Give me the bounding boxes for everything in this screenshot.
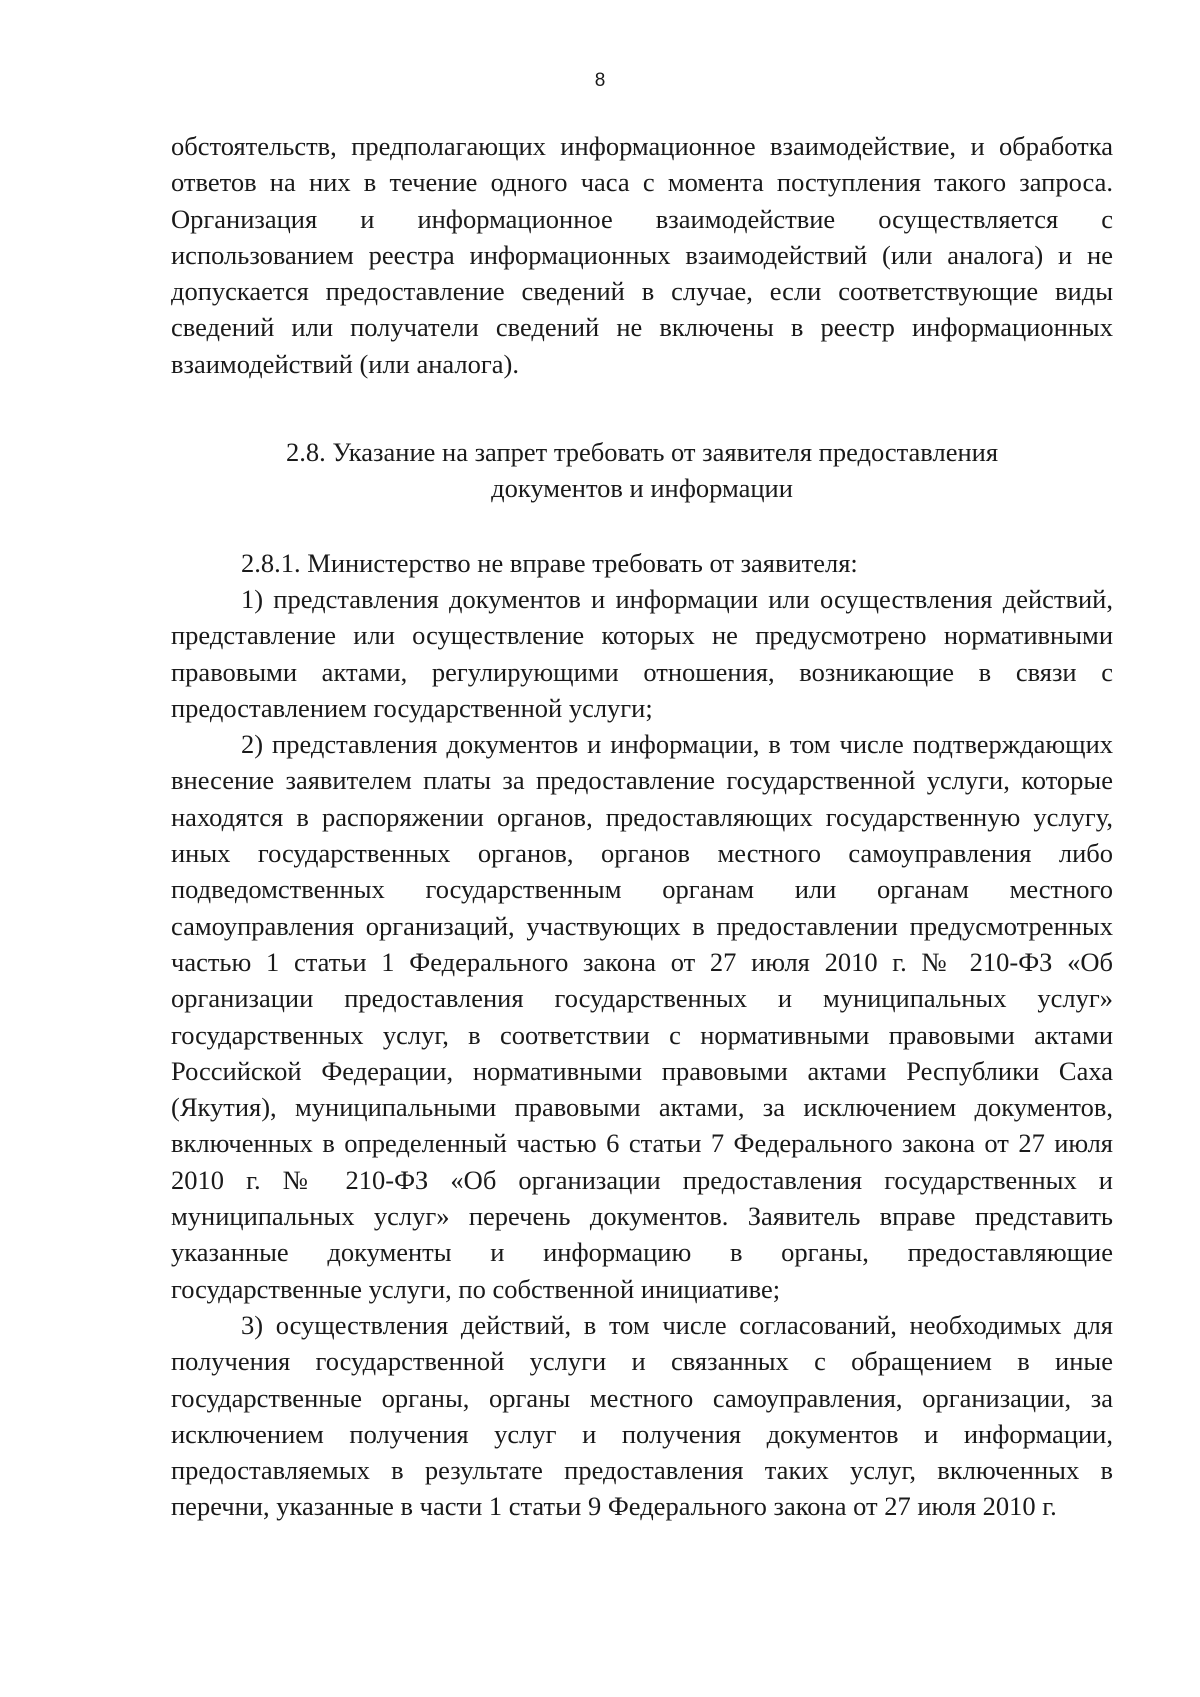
section-heading-line-1: 2.8. Указание на запрет требовать от заявителя предоставления — [285, 437, 999, 468]
list-item-3: 3) осуществления действий, в том числе согласований, необходимых для получения государственной услуги и связанных с обращением в иные государственные органы, органы местного самоуправления, организации, за исключением получения услуг и получения документов и информации, предоставляемых в результате предоставления таких услуг, включенных в перечни, указанные в части 1 статьи 9 Федерального закона от 27 июля 2010 г. — [171, 1309, 1113, 1522]
document-body — [171, 128, 1113, 1525]
page-number: 8 — [594, 70, 606, 91]
intro-paragraph: обстоятельств, предполагающих информационное взаимодействие, и обработка ответов на них в течение одного часа с момента поступления такого запроса. Организация и информационное взаимодействие осуществляется с использованием реестра информационных взаимодействий (или аналога) и не допускается предоставление сведений в случае, если соответствующие виды сведений или получатели сведений не включены в реестр информационных взаимодействий (или аналога). — [171, 131, 1113, 379]
list-item-2: 2) представления документов и информации, в том числе подтверждающих внесение заявителем платы за предоставление государственной услуги, которые находятся в распоряжении органов, предоставляющих государственную услугу, иных государственных органов, органов местного самоуправления либо подведомственных государственным органам или органам местного самоуправления организаций, участвующих в предоставлении предусмотренных частью 1 статьи 1 Федерального закона от 27 июля 2010 г. № 210-ФЗ «Об организации предоставления государственных и муниципальных услуг» государственных услуг, в соответствии с нормативными правовыми актами Российской Федерации, нормативными правовыми актами Республики Саха (Якутия), муниципальными правовыми актами, за исключением документов, включенных в определенный частью 6 статьи 7 Федерального закона от 27 июля 2010 г. № 210-ФЗ «Об организации предоставления государственных и муниципальных услуг» перечень документов. Заявитель вправе представить указанные документы и информацию в органы, предоставляющие государственные услуги, по собственной инициативе; — [171, 729, 1113, 1304]
clause-2-8-1: 2.8.1. Министерство не вправе требовать от заявителя: — [241, 547, 858, 578]
section-heading — [171, 434, 1113, 507]
section-heading-line-2: документов и информации — [491, 473, 793, 504]
list-item-1: 1) представления документов и информации или осуществления действий, представление или осуществление которых не предусмотрено нормативными правовыми актами, регулирующими отношения, возникающие в связи с предоставлением государственной услуги; — [171, 583, 1113, 723]
